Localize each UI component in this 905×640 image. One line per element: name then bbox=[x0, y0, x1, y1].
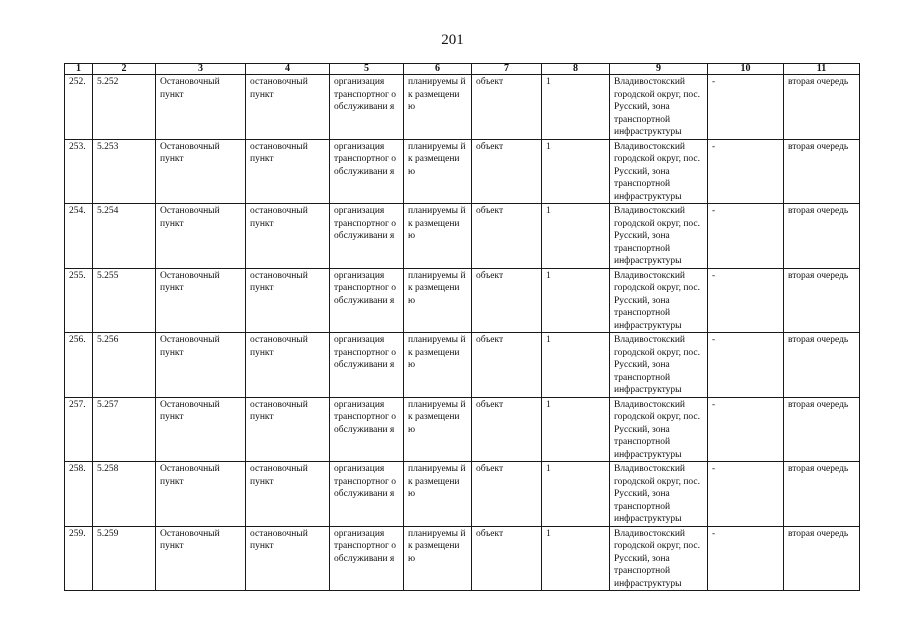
unit: объект bbox=[472, 204, 542, 269]
object-purpose: организация транспортног о обслуживани я bbox=[330, 526, 404, 591]
table-row bbox=[65, 333, 860, 398]
quantity: 1 bbox=[542, 268, 610, 333]
unit: объект bbox=[472, 462, 542, 527]
location: Владивостокский городской округ, пос. Русский, зона транспортной инфраструктуры bbox=[610, 333, 708, 398]
quantity: 1 bbox=[542, 75, 610, 140]
column-header: 9 bbox=[610, 64, 708, 75]
row-number: 256. bbox=[65, 333, 93, 398]
object-type: остановочный пункт bbox=[246, 75, 330, 140]
quantity: 1 bbox=[542, 139, 610, 204]
row-number: 253. bbox=[65, 139, 93, 204]
zone-note: - bbox=[708, 333, 784, 398]
object-purpose: организация транспортног о обслуживани я bbox=[330, 462, 404, 527]
object-type: остановочный пункт bbox=[246, 526, 330, 591]
unit: объект bbox=[472, 75, 542, 140]
object-status: планируемы й к размещени ю bbox=[404, 204, 472, 269]
table-row bbox=[65, 462, 860, 527]
table-row bbox=[65, 75, 860, 140]
zone-note: - bbox=[708, 462, 784, 527]
quantity: 1 bbox=[542, 526, 610, 591]
unit: объект bbox=[472, 397, 542, 462]
location: Владивостокский городской округ, пос. Русский, зона транспортной инфраструктуры bbox=[610, 397, 708, 462]
table-row bbox=[65, 526, 860, 591]
object-purpose: организация транспортног о обслуживани я bbox=[330, 204, 404, 269]
object-name: Остановочный пункт bbox=[156, 526, 246, 591]
object-type: остановочный пункт bbox=[246, 397, 330, 462]
object-status: планируемы й к размещени ю bbox=[404, 462, 472, 527]
object-type: остановочный пункт bbox=[246, 204, 330, 269]
stage: вторая очередь bbox=[784, 268, 860, 333]
object-name: Остановочный пункт bbox=[156, 139, 246, 204]
column-header: 11 bbox=[784, 64, 860, 75]
column-header: 5 bbox=[330, 64, 404, 75]
object-code: 5.254 bbox=[93, 204, 156, 269]
object-code: 5.259 bbox=[93, 526, 156, 591]
quantity: 1 bbox=[542, 333, 610, 398]
object-purpose: организация транспортног о обслуживани я bbox=[330, 397, 404, 462]
unit: объект bbox=[472, 139, 542, 204]
zone-note: - bbox=[708, 139, 784, 204]
page-number: 201 bbox=[441, 32, 464, 48]
row-number: 254. bbox=[65, 204, 93, 269]
stage: вторая очередь bbox=[784, 139, 860, 204]
location: Владивостокский городской округ, пос. Русский, зона транспортной инфраструктуры bbox=[610, 268, 708, 333]
column-header: 3 bbox=[156, 64, 246, 75]
row-number: 258. bbox=[65, 462, 93, 527]
column-header: 7 bbox=[472, 64, 542, 75]
object-purpose: организация транспортног о обслуживани я bbox=[330, 75, 404, 140]
object-name: Остановочный пункт bbox=[156, 204, 246, 269]
unit: объект bbox=[472, 526, 542, 591]
object-code: 5.255 bbox=[93, 268, 156, 333]
unit: объект bbox=[472, 268, 542, 333]
object-name: Остановочный пункт bbox=[156, 75, 246, 140]
table-row bbox=[65, 268, 860, 333]
column-header: 8 bbox=[542, 64, 610, 75]
zone-note: - bbox=[708, 397, 784, 462]
object-status: планируемы й к размещени ю bbox=[404, 139, 472, 204]
stage: вторая очередь bbox=[784, 462, 860, 527]
stage: вторая очередь bbox=[784, 397, 860, 462]
zone-note: - bbox=[708, 526, 784, 591]
quantity: 1 bbox=[542, 462, 610, 527]
location: Владивостокский городской округ, пос. Русский, зона транспортной инфраструктуры bbox=[610, 139, 708, 204]
object-status: планируемы й к размещени ю bbox=[404, 526, 472, 591]
table-row bbox=[65, 397, 860, 462]
object-purpose: организация транспортног о обслуживани я bbox=[330, 333, 404, 398]
stage: вторая очередь bbox=[784, 333, 860, 398]
location: Владивостокский городской округ, пос. Русский, зона транспортной инфраструктуры bbox=[610, 75, 708, 140]
object-purpose: организация транспортног о обслуживани я bbox=[330, 139, 404, 204]
row-number: 255. bbox=[65, 268, 93, 333]
object-code: 5.256 bbox=[93, 333, 156, 398]
row-number: 252. bbox=[65, 75, 93, 140]
object-code: 5.253 bbox=[93, 139, 156, 204]
object-status: планируемы й к размещени ю bbox=[404, 397, 472, 462]
stage: вторая очередь bbox=[784, 526, 860, 591]
column-header: 2 bbox=[93, 64, 156, 75]
stage: вторая очередь bbox=[784, 204, 860, 269]
object-status: планируемы й к размещени ю bbox=[404, 75, 472, 140]
object-purpose: организация транспортног о обслуживани я bbox=[330, 268, 404, 333]
quantity: 1 bbox=[542, 397, 610, 462]
zone-note: - bbox=[708, 268, 784, 333]
zone-note: - bbox=[708, 204, 784, 269]
location: Владивостокский городской округ, пос. Русский, зона транспортной инфраструктуры bbox=[610, 462, 708, 527]
column-header: 4 bbox=[246, 64, 330, 75]
object-code: 5.258 bbox=[93, 462, 156, 527]
column-header: 10 bbox=[708, 64, 784, 75]
object-code: 5.252 bbox=[93, 75, 156, 140]
location: Владивостокский городской округ, пос. Русский, зона транспортной инфраструктуры bbox=[610, 204, 708, 269]
column-header: 6 bbox=[404, 64, 472, 75]
table-row bbox=[65, 204, 860, 269]
row-number: 257. bbox=[65, 397, 93, 462]
objects-table bbox=[64, 63, 860, 591]
object-name: Остановочный пункт bbox=[156, 268, 246, 333]
object-name: Остановочный пункт bbox=[156, 462, 246, 527]
quantity: 1 bbox=[542, 204, 610, 269]
object-status: планируемы й к размещени ю bbox=[404, 333, 472, 398]
column-header: 1 bbox=[65, 64, 93, 75]
row-number: 259. bbox=[65, 526, 93, 591]
zone-note: - bbox=[708, 75, 784, 140]
header-row bbox=[65, 64, 860, 75]
location: Владивостокский городской округ, пос. Русский, зона транспортной инфраструктуры bbox=[610, 526, 708, 591]
object-type: остановочный пункт bbox=[246, 462, 330, 527]
unit: объект bbox=[472, 333, 542, 398]
object-type: остановочный пункт bbox=[246, 139, 330, 204]
table-row bbox=[65, 139, 860, 204]
object-code: 5.257 bbox=[93, 397, 156, 462]
object-type: остановочный пункт bbox=[246, 333, 330, 398]
object-name: Остановочный пункт bbox=[156, 397, 246, 462]
stage: вторая очередь bbox=[784, 75, 860, 140]
object-status: планируемы й к размещени ю bbox=[404, 268, 472, 333]
object-type: остановочный пункт bbox=[246, 268, 330, 333]
object-name: Остановочный пункт bbox=[156, 333, 246, 398]
